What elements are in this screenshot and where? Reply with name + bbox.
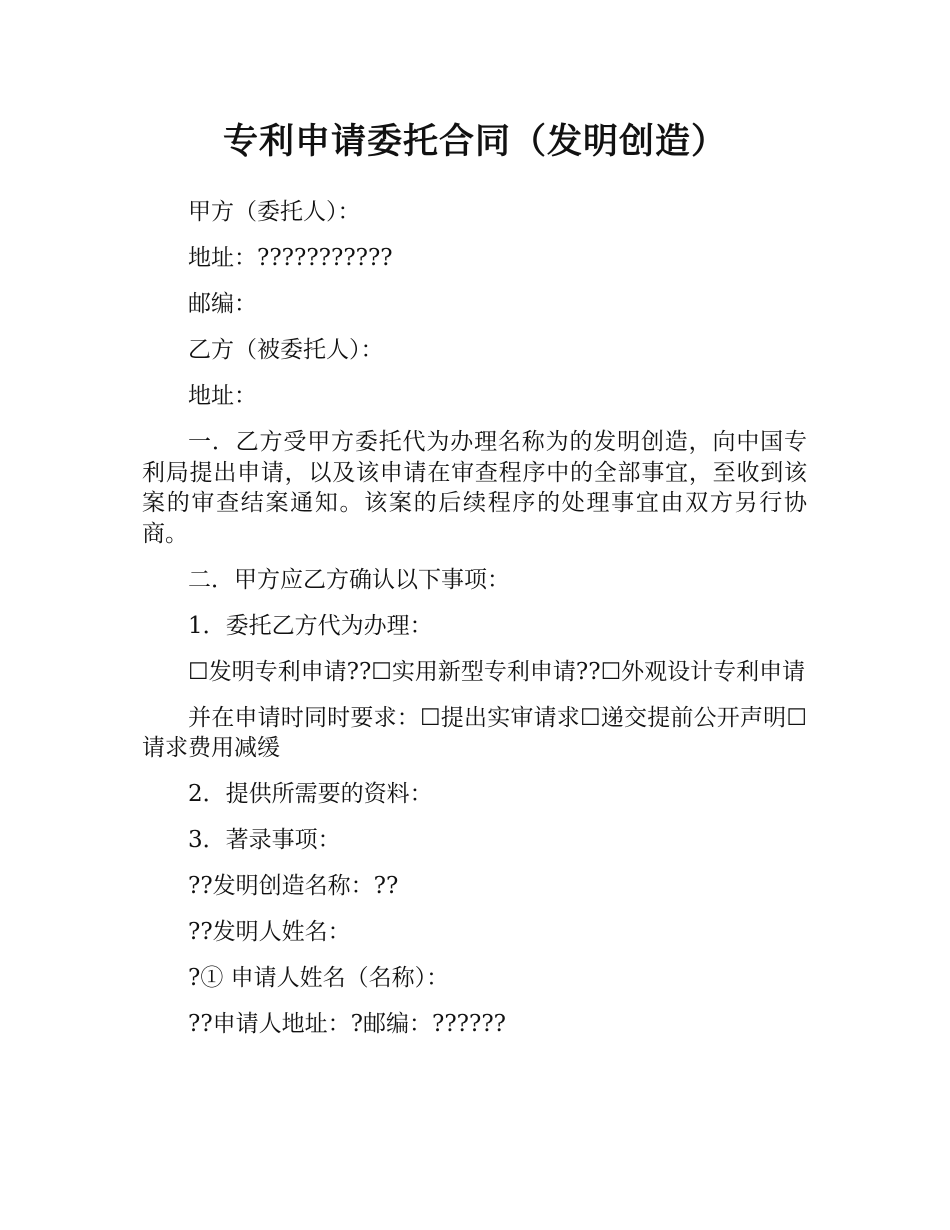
applicant-address-field: ??申请人地址：?邮编：?????? (188, 1011, 506, 1037)
clause-two: 二．甲方应乙方确认以下事项： (188, 566, 510, 593)
party-b-address: 地址： (188, 383, 257, 409)
party-a-postcode: 邮编： (188, 291, 257, 317)
request-options: 并在申请时同时要求：☐提出实审请求☐递交提前公开声明☐请求费用减缓 (142, 704, 807, 761)
item-2-materials: 2．提供所需要的资料： (188, 781, 433, 807)
party-a-label: 甲方（委托人）： (188, 199, 361, 225)
item-3-bibliographic: 3．著录事项： (188, 827, 341, 853)
document-body (142, 197, 807, 1055)
applicant-name-field: ?① 申请人姓名（名称）： (188, 965, 450, 991)
inventor-name-field: ??发明人姓名： (188, 919, 351, 945)
item-1-entrust: 1．委托乙方代为办理： (188, 612, 433, 639)
clause-one: 一．乙方受甲方委托代为办理名称为的发明创造，向中国专利局提出申请，以及该申请在审查程序中的全部事宜，至收到该案的审查结案通知。该案的后续程序的处理事宜由双方另行协商。 (142, 429, 807, 547)
party-b-label: 乙方（被委托人）： (188, 337, 384, 363)
application-type-options: ☐发明专利申请??☐实用新型专利申请??☐外观设计专利申请 (188, 658, 806, 685)
party-a-address: 地址：??????????? (188, 245, 393, 271)
invention-name-field: ??发明创造名称：?? (188, 873, 399, 899)
document-title: 专利申请委托合同（发明创造） (222, 122, 727, 162)
